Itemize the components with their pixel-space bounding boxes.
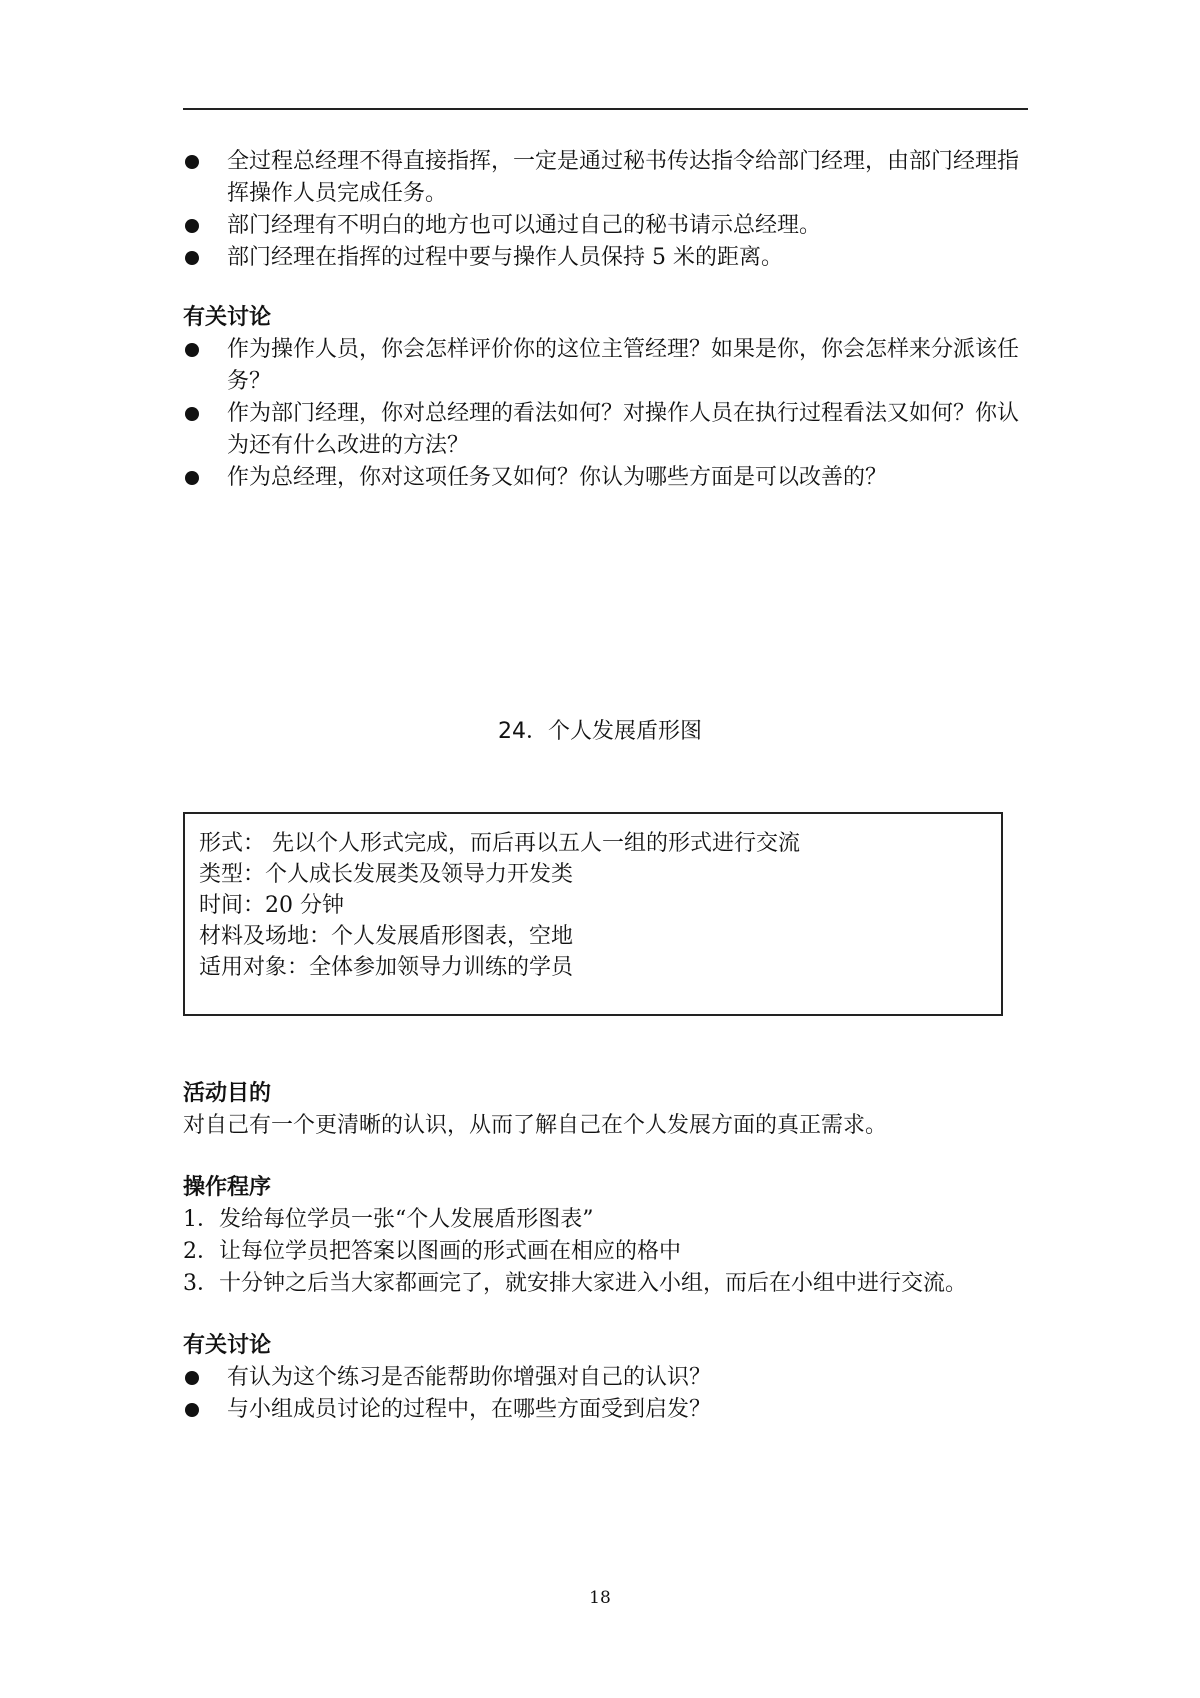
discussion-heading: 有关讨论 [183,1333,272,1358]
purpose-text: 对自己有一个更清晰的认识，从而了解自己在个人发展方面的真正需求。 [183,1113,888,1138]
bullet-text: 作为总经理，你对这项任务又如何？你认为哪些方面是可以改善的？ [227,465,888,490]
list-item: 2．让每位学员把答案以图画的形式画在相应的格中 [183,1239,681,1264]
bullet-text: 部门经理在指挥的过程中要与操作人员保持 5 米的距离。 [227,245,783,270]
bullet-icon [185,155,199,169]
list-item [183,146,1028,210]
procedure-heading: 操作程序 [183,1175,272,1200]
list-item [183,1362,1028,1394]
discussion-list [183,334,1028,494]
info-type: 类型：个人成长发展类及领导力开发类 [199,862,574,887]
list-item [183,1394,1028,1426]
info-audience: 适用对象：全体参加领导力训练的学员 [199,955,574,980]
bullet-icon [185,407,199,421]
list-item [183,462,1028,494]
header-rule [183,108,1028,110]
bullet-text: 与小组成员讨论的过程中，在哪些方面受到启发？ [227,1397,712,1422]
bullet-text: 作为操作人员，你会怎样评价你的这位主管经理？如果是你，你会怎样来分派该任务？ [227,337,1020,394]
info-time: 时间：20 分钟 [199,893,344,918]
bullet-icon [185,471,199,485]
bullet-icon [185,343,199,357]
bullet-text: 作为部门经理，你对总经理的看法如何？对操作人员在执行过程看法又如何？你认为还有什么改进的方法？ [227,401,1020,458]
info-materials: 材料及场地：个人发展盾形图表，空地 [199,924,574,949]
bullet-icon [185,219,199,233]
section-title: 24．个人发展盾形图 [498,719,702,744]
list-item: 3．十分钟之后当大家都画完了，就安排大家进入小组，而后在小组中进行交流。 [183,1271,967,1296]
procedure-steps [183,1204,967,1300]
list-item: 1．发给每位学员一张“个人发展盾形图表” [183,1207,594,1232]
discussion-list [183,1362,1028,1426]
bullet-text: 部门经理有不明白的地方也可以通过自己的秘书请示总经理。 [227,213,822,238]
info-form: 形式： 先以个人形式完成，而后再以五人一组的形式进行交流 [199,831,800,856]
list-item [183,398,1028,462]
list-item [183,334,1028,398]
discussion-heading: 有关讨论 [183,305,272,330]
bullet-icon [185,1371,199,1385]
page-number: 18 [589,1588,611,1608]
bullet-text: 全过程总经理不得直接指挥，一定是通过秘书传达指令给部门经理，由部门经理指挥操作人员完成任务。 [227,149,1020,206]
info-box [183,812,1003,1016]
list-item [183,210,1028,242]
bullet-text: 有认为这个练习是否能帮助你增强对自己的认识？ [227,1365,712,1390]
purpose-heading: 活动目的 [183,1081,272,1106]
top-bullet-list [183,146,1028,274]
list-item [183,242,1028,274]
bullet-icon [185,251,199,265]
bullet-icon [185,1403,199,1417]
